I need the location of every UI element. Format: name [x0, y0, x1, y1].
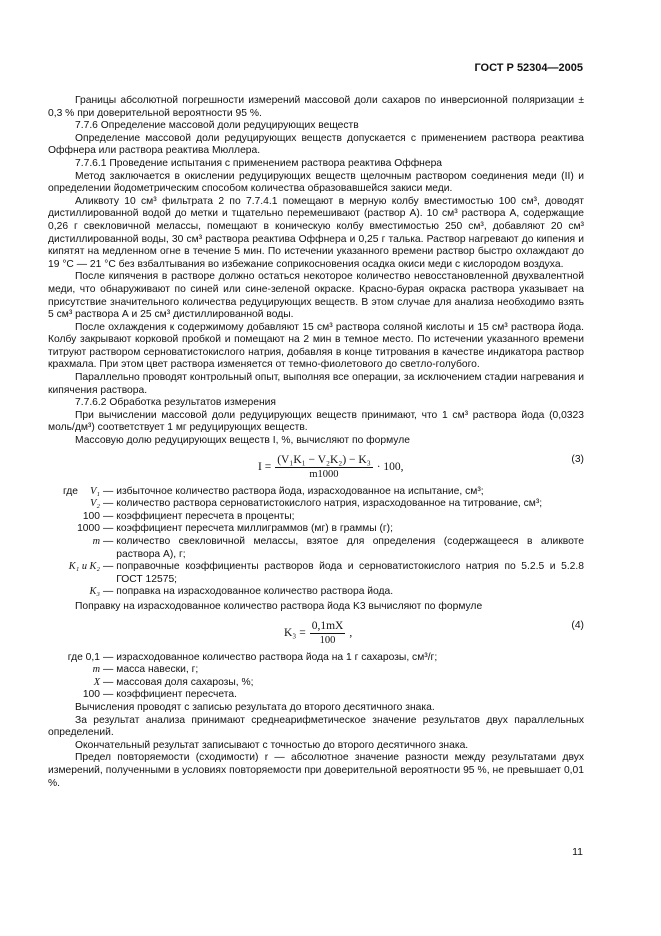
definition-item [48, 486, 584, 499]
definition-dash: — [103, 536, 114, 547]
document-code: ГОСТ Р 52304—2005 [474, 62, 583, 74]
definition-text: количество свекловичной мелассы, взятое для определения (содержащееся в аликвоте раствора А), г; [116, 536, 584, 560]
definition-text: масса навески, г; [116, 664, 199, 676]
formula-lhs: K₃ = [284, 626, 306, 639]
definition-text: избыточное количество раствора йода, израсходованное на испытание, см³; [116, 485, 484, 497]
formula-denominator: m1000 [309, 468, 339, 480]
section-heading: 7.7.6.2 Обработка результатов измерения [75, 397, 276, 409]
definition-symbol: V₂ [90, 498, 100, 510]
formula-tail: , [349, 626, 353, 639]
formula-tail: · 100, [376, 460, 404, 473]
definition-symbol: V₁ [90, 485, 100, 497]
definition-item [48, 677, 584, 690]
definition-dash: — [103, 485, 114, 497]
definition-item [48, 664, 584, 677]
definition-symbol: 100 [82, 689, 100, 701]
definition-item [48, 689, 584, 702]
definition-symbol: 1000 [77, 523, 100, 535]
definition-symbol: где 0,1 [67, 651, 100, 663]
definition-dash: — [103, 586, 114, 598]
definition-text: израсходованное количество раствора йода на 1 г сахарозы, см³/г; [116, 651, 438, 663]
paragraph: Параллельно проводят контрольный опыт, выполняя все операции, за исключением стадии нагревания и кипячения раствора. [48, 372, 584, 396]
definition-symbol: X [93, 676, 100, 688]
definition-text: коэффициент пересчета в проценты; [116, 510, 295, 522]
paragraph: Аликвоту 10 см³ фильтрата 2 по 7.7.4.1 помещают в мерную колбу вместимостью 100 см³, доводят дистиллированной водой до метки и тщательно перемешивают (раствор А). 10 см³ раствора А, содержащие 0,26 г свекловичной мелассы, помещают в коническую колбу вместимостью 250 см³, добавляют 20 см³ дистиллированной воды, 30 см³ раствора реактива Оффнера и 0,25 г талька. Раствор нагревают до кипения и кипятят на медленном огне в течение 5 мин. По истечении указанного времени раствор быстро охлаждают до 19 °С — 21 °С без взбалтывания во избежание соприкосновения осадка окиси меди с кислородом воздуха. [48, 195, 584, 270]
definition-item [48, 586, 584, 599]
definition-symbol: m [92, 536, 100, 547]
definition-item [48, 652, 584, 665]
paragraph: Вычисления проводят с записью результата до второго десятичного знака. [75, 701, 435, 713]
paragraph: Предел повторяемости (сходимости) r — абсолютное значение разности между результатами двух измерений, полученными в условиях повторяемости при доверительной вероятности 95 %, не превышает 0,01 %. [48, 752, 584, 789]
definition-text: коэффициент пересчета миллиграммов (мг) в граммы (г); [116, 523, 393, 535]
definition-symbol: K₃ [89, 586, 100, 598]
definition-dash: — [103, 561, 114, 573]
definition-symbol: m [92, 664, 100, 676]
definition-text: поправка на израсходованное количество раствора йода. [116, 586, 394, 598]
formula-lhs: I = [258, 460, 272, 473]
definition-text: поправочные коэффициенты растворов йода и серноватистокислого натрия по 5.2.5 и 5.2.8 ГОСТ 12575; [116, 561, 584, 585]
section-heading: 7.7.6 Определение массовой доли редуцирующих веществ [75, 120, 359, 132]
definition-text: массовая доля сахарозы, %; [116, 676, 254, 688]
paragraph: Определение массовой доли редуцирующих веществ допускается с применением раствора реактива Оффнера или раствора реактива Мюллера. [48, 132, 584, 157]
formula-number: (4) [571, 619, 584, 631]
formula-4 [48, 620, 584, 650]
paragraph: Границы абсолютной погрешности измерений массовой доли сахаров по инверсионной поляризации ± 0,3 % при доверительной вероятности 95 %. [48, 95, 584, 119]
paragraph: Поправку на израсходованное количество раствора йода K3 вычисляют по формуле [75, 600, 483, 612]
section-heading: 7.7.6.1 Проведение испытания с применением раствора реактива Оффнера [75, 157, 443, 169]
definition-item [48, 498, 584, 511]
definition-text: количество раствора серноватистокислого натрия, израсходованное на титрование, см³; [116, 498, 543, 510]
paragraph: После охлаждения к содержимому добавляют 15 см³ раствора соляной кислоты и 15 см³ раствора йода. Колбу закрывают корковой пробкой и помещают на 2 мин в темное место. По истечении указанного времени титруют раствором серноватистокислого натрия, добавляя в конце титрования в качестве индикатора раствор крахмала. При этом цвет раствора изменяется от темно-фиолетового до светло-голубого. [48, 321, 584, 371]
paragraph: При вычислении массовой доли редуцирующих веществ принимают, что 1 см³ раствора йода (0,0323 моль/дм³) соответствует 1 мг редуцирующих веществ. [48, 409, 584, 434]
definition-dash: — [103, 498, 114, 510]
definition-symbol: 100 [82, 510, 100, 522]
definition-text: коэффициент пересчета. [116, 689, 237, 701]
formula-number: (3) [571, 453, 584, 465]
definition-dash: — [103, 523, 114, 535]
definition-dash: — [103, 689, 114, 701]
formula-numerator: 0,1mX [311, 619, 344, 632]
definition-dash: — [103, 664, 114, 676]
definitions-list [48, 486, 584, 599]
document-body [48, 95, 584, 790]
page-number: 11 [572, 846, 583, 858]
where-label: где [62, 485, 78, 497]
definition-item [48, 561, 584, 586]
paragraph: Окончательный результат записывают с точностью до второго десятичного знака. [75, 739, 469, 751]
formula-3 [48, 454, 584, 484]
definition-item [48, 536, 584, 561]
formula-denominator: 100 [319, 634, 336, 646]
formula-numerator: (V₁K₁ − V₂K₂) − K₃ [277, 453, 371, 466]
formula-fraction [275, 454, 373, 480]
paragraph: Массовую долю редуцирующих веществ I, %, вычисляют по формуле [75, 435, 410, 447]
definition-dash: — [103, 510, 114, 522]
paragraph: За результат анализа принимают среднеарифметическое значение результатов двух параллельных определений. [48, 714, 584, 739]
definition-symbol: K₁ и K₂ [68, 561, 100, 573]
definition-dash: — [103, 676, 114, 688]
definition-item [48, 523, 584, 536]
paragraph: Метод заключается в окислении редуцирующих веществ щелочным раствором соединения меди (II) и определении йодометрическим способом количества образовавшейся закиси меди. [48, 170, 584, 195]
formula-fraction [310, 620, 346, 646]
definition-dash: — [103, 651, 114, 663]
paragraph: После кипячения в растворе должно остаться некоторое количество невосстановленной двухвалентной меди, что обнаруживают по синей или сине-зеленой окраске. Красно-бурая окраска раствора указывает на присутствие значительного количества редуцирующих веществ. В этом случае для анализа необходимо взять 5 см³ раствора А и 25 см³ дистиллированной воды. [48, 271, 584, 321]
definition-item [48, 511, 584, 524]
definitions-list [48, 652, 584, 702]
